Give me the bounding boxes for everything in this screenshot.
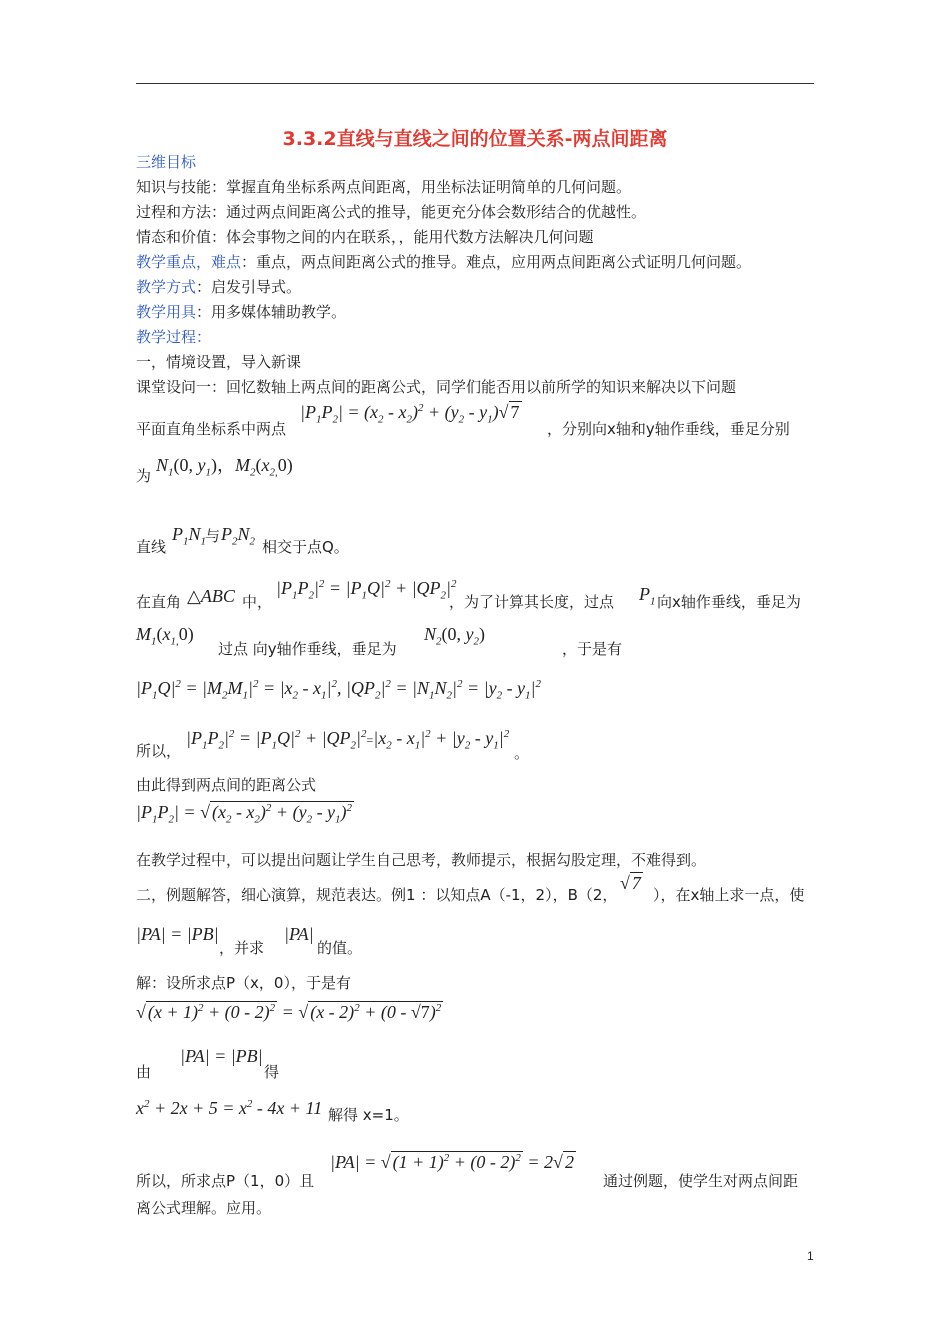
question1: 课堂设问一：回忆数轴上两点间的距离公式，同学们能否用以前所学的知识来解决以下问题 — [136, 378, 737, 396]
formula-pa-value: |PA| = √ $(1 + 1)^2 + (0 - 2)^2 = 2√$ 2 — [330, 1152, 574, 1172]
via-point: 过点 向y轴作垂线，垂足为 — [218, 640, 397, 658]
formula-n1-m2: $N_1(0$, $y_1$)，$M_2(x_{2,}0)$ — [156, 455, 293, 479]
tool-label: 教学用具 — [136, 303, 197, 321]
formula-pythagoras: $|P_1P_2|^2 = |P_1Q|^2 + |QP_2|^2$ — [276, 578, 457, 602]
teaching-method — [136, 277, 301, 297]
solve-x: 解得 x=1。 — [328, 1106, 409, 1124]
so-text: 所以， — [136, 742, 182, 760]
step2-a: 二，例题解答，细心演算，规范表达。例1 ：以知点A（-1，2），B（2， — [136, 886, 618, 904]
teach-note: 在教学过程中，可以提出问题让学生自己思考，教师提示，根据勾股定理，不难得到。 — [136, 851, 707, 869]
formula-quadratic: $x^2 + 2x + 5 = x^2 - 4x + 11$ — [136, 1098, 323, 1118]
process-label: 教学过程 — [136, 328, 197, 346]
and-find: ，并求 — [219, 939, 265, 957]
goal-knowledge: 知识与技能：掌握直角坐标系两点间距离，用坐标法证明简单的几何问题。 — [136, 178, 632, 196]
formula-n2: $N_2(0$, $y_2$) — [424, 624, 486, 648]
example-note1: 通过例题，使学生对两点间距 — [603, 1172, 799, 1190]
period: 。 — [514, 744, 530, 762]
rt-prefix: 在直角 — [136, 593, 182, 611]
plane-prefix: 平面直角坐标系中两点 — [136, 420, 287, 438]
formula-p1p2-initial: $|P_1P_2| = (x_2 - x_2)^2 + (y_2 - y_1)√$ 7 — [300, 402, 520, 426]
de-text: 得 — [264, 1063, 280, 1081]
process-heading — [136, 327, 211, 347]
by-text: 由 — [136, 1063, 152, 1081]
header-rule — [136, 83, 814, 84]
derive-text: 由此得到两点间的距离公式 — [136, 776, 317, 794]
formula-sum: $|P_1P_2|^2 = |P_1Q|^2 + |QP_2|^2=|x_2 - x_1|^2 + |y_2 - y_1|^2$ — [186, 728, 510, 752]
therefore-have: ，于是有 — [562, 640, 623, 658]
value-of: 的值。 — [317, 939, 363, 957]
rt-suffix2: 向x轴作垂线，垂足为 — [657, 593, 801, 611]
key-points — [136, 252, 751, 272]
formula-pa-eq-pb: |PA| = |PB| — [136, 924, 219, 944]
page-number: 1 — [807, 1249, 814, 1263]
key-label: 教学重点，难点 — [136, 253, 242, 271]
formula-p2n2: $P_2N_2$ — [221, 524, 256, 548]
page-title: 3.3.2直线与直线之间的位置关系-两点间距离 — [282, 128, 668, 150]
plane-suffix: ，分别向x轴和y轴作垂线，垂足分别 — [547, 420, 790, 438]
formula-pa: |PA| — [284, 924, 314, 944]
formula-p1: $P_1$ — [639, 584, 656, 608]
formula-pa-pb: |PA| = |PB| — [180, 1046, 263, 1066]
rt-suffix1: ，为了计算其长度，过点 — [449, 593, 615, 611]
formula-p1q-qp2: $|P_1Q|^2 = |M_2M_1|^2 = |x_2 - x_1|^2$, $|QP_2|^2 = |N_1N_2|^2 = |y_2 - y_1|^2$ — [136, 678, 541, 702]
line-suffix: 相交于点Q。 — [262, 538, 349, 556]
so-point: 所以，所求点P（1，0）且 — [136, 1172, 315, 1190]
process-colon: ： — [196, 328, 212, 346]
rt-mid: 中， — [242, 593, 273, 611]
tool-text: ：用多媒体辅助教学。 — [196, 303, 347, 321]
key-text: ：重点，两点间距离公式的推导。难点，应用两点间距离公式证明几何问题。 — [241, 253, 752, 271]
method-label: 教学方式 — [136, 278, 197, 296]
formula-equation: √ $(x + 1)^2 + (0 - 2)^2$ = √ (x - 2)$^2$ + (0 - √7)$^2$ — [136, 1002, 442, 1022]
goal-process: 过程和方法：通过两点间距离公式的推导，能更充分体会数形结合的优越性。 — [136, 203, 647, 221]
line-prefix: 直线 — [136, 538, 167, 556]
goals-heading: 三维目标 — [136, 153, 197, 171]
step1-heading: 一，情境设置，导入新课 — [136, 353, 302, 371]
solution: 解：设所求点P（x，0），于是有 — [136, 974, 351, 992]
formula-distance: $|P_1P_2|$ = √ $(x_2 - x_2)^2 + (y_2 - y_1)^2$ — [136, 802, 353, 826]
wei-text: 为 — [136, 467, 152, 485]
method-text: ：启发引导式。 — [196, 278, 302, 296]
formula-sqrt7: √ 7 — [620, 873, 641, 893]
line-mid: 与 — [205, 527, 221, 545]
goal-emotion: 情态和价值：体会事物之间的内在联系，，能用代数方法解决几何问题 — [136, 228, 594, 246]
step2-b: ），在x轴上求一点，使 — [653, 886, 805, 904]
formula-p1n1: $P_1N_1$ — [172, 524, 207, 548]
triangle-abc: △ABC — [187, 586, 235, 606]
formula-m1: $M_1(x_{1,}0)$ — [136, 624, 194, 648]
teaching-tools — [136, 302, 346, 322]
example-note2: 离公式理解。应用。 — [136, 1199, 272, 1217]
